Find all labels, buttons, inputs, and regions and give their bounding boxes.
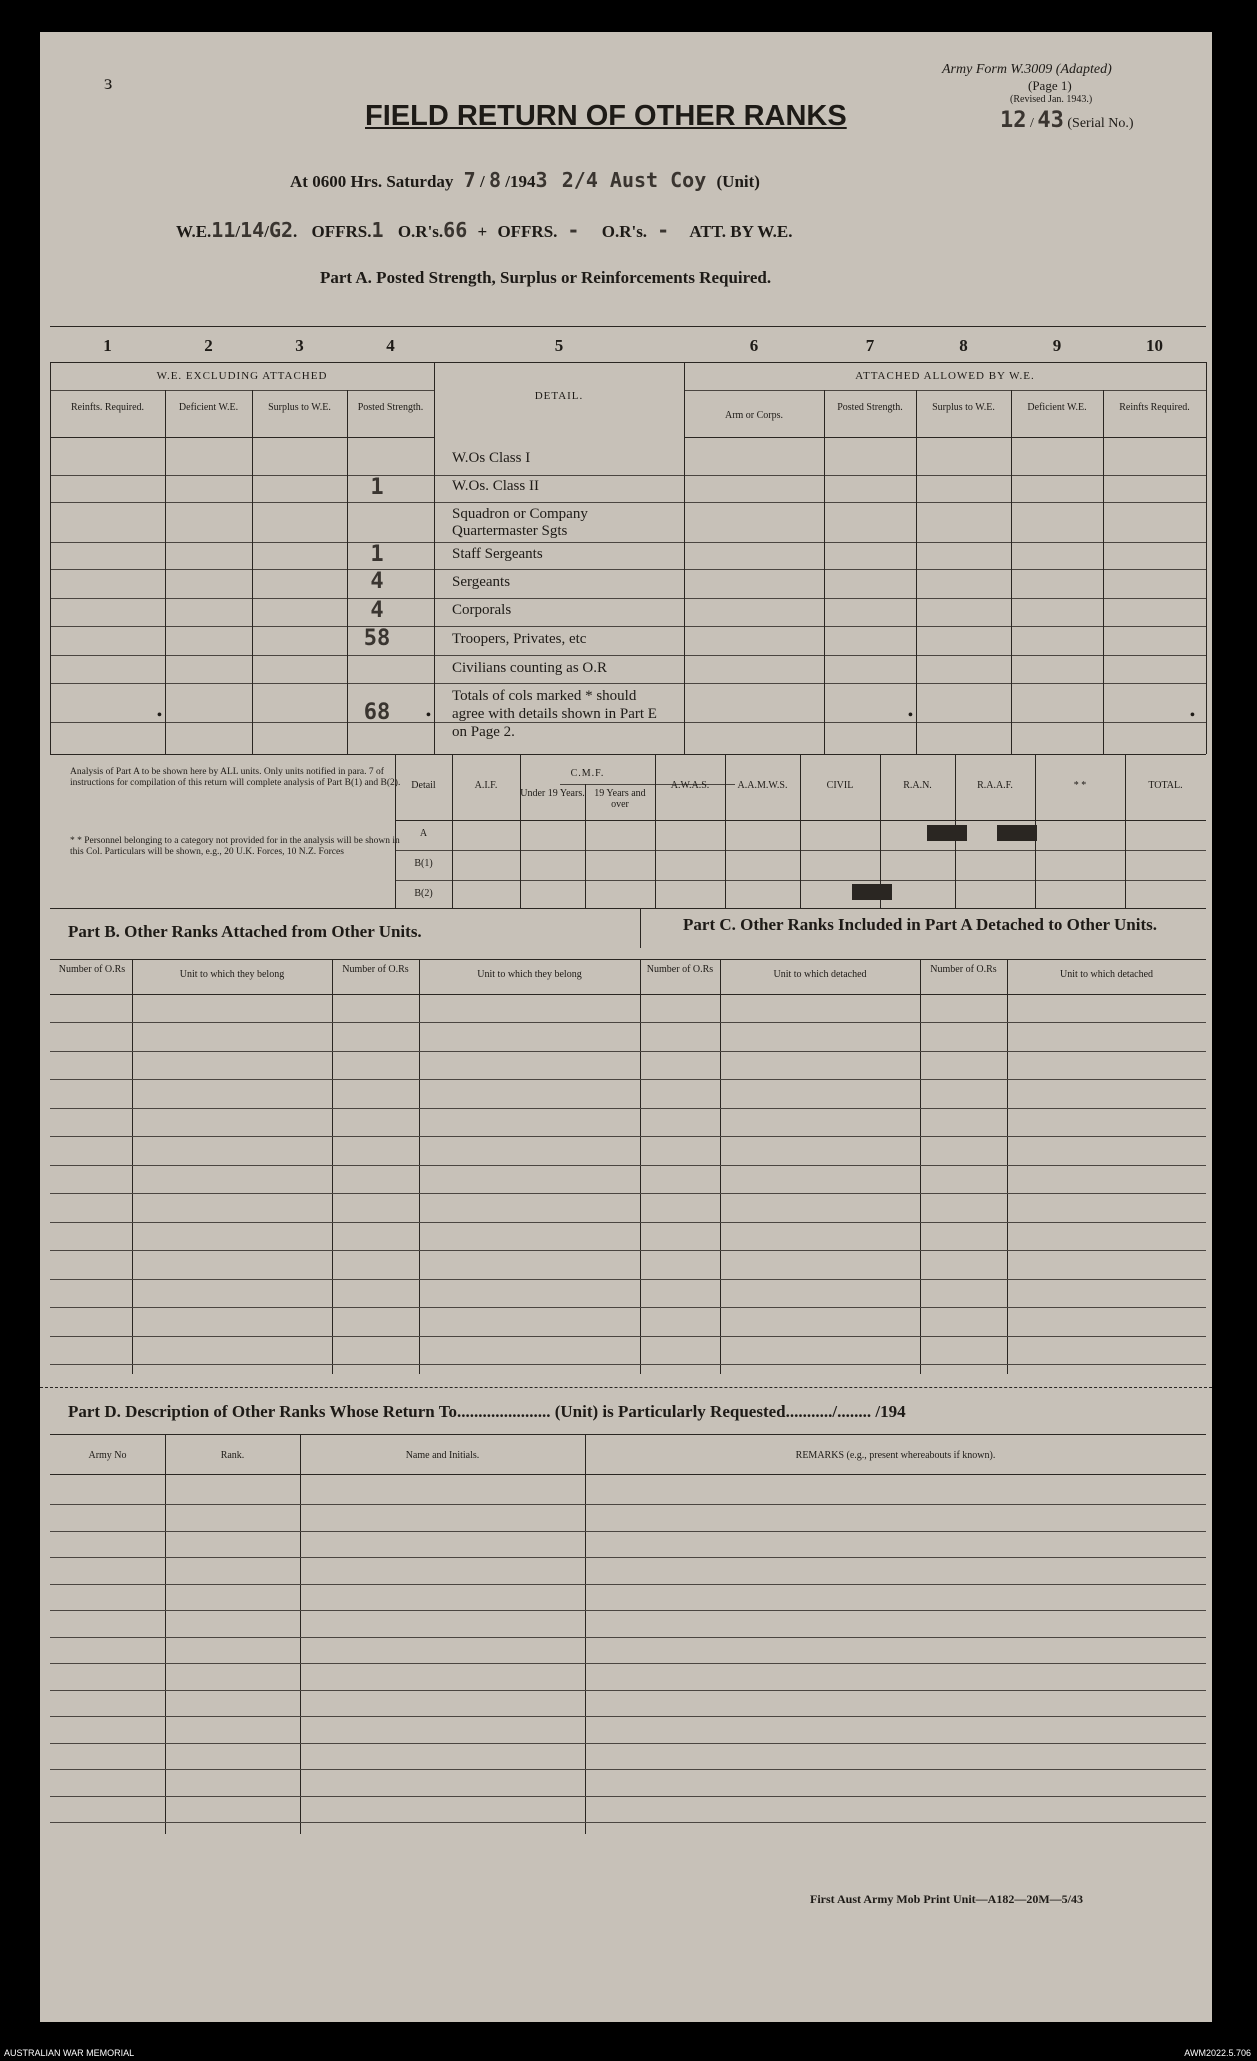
- footer-right: AWM2022.5.706: [1184, 2048, 1251, 2058]
- ruled-line: [50, 1796, 1206, 1797]
- hdr-att-posted-strength: Posted Strength.: [837, 402, 903, 413]
- hdr-att-reinfts: Reinfts Required.: [1119, 402, 1190, 413]
- col-number-9: 9: [1052, 336, 1062, 355]
- analysis-civil: CIVIL: [826, 780, 854, 791]
- month-value: 8: [488, 168, 501, 192]
- analysis-cmf: C.M.F.: [570, 768, 605, 779]
- page-number: (Page 1): [1028, 78, 1072, 93]
- printer-imprint: First Aust Army Mob Print Unit—A182—20M—5/43: [810, 1892, 1083, 1906]
- att-offrs-label: OFFRS.: [497, 222, 558, 241]
- ruled-line: [50, 1279, 1206, 1280]
- analysis-row-b2: B(2): [414, 888, 433, 899]
- b-num-ors-2: Number of O.Rs: [342, 964, 409, 975]
- page-corner-mark: ɜ: [104, 72, 113, 94]
- col-number-4: 4: [386, 336, 395, 355]
- detail-wos-class-2: W.Os. Class II: [452, 478, 539, 494]
- year-prefix: /194: [505, 172, 536, 191]
- col-number-7: 7: [865, 336, 875, 355]
- ruled-line: [50, 1336, 1206, 1337]
- part-d-title-b: (Unit) is Particularly Requested.: [554, 1402, 790, 1421]
- c-num-ors-1: Number of O.Rs: [646, 964, 714, 975]
- we-part-2: 14: [240, 218, 265, 242]
- unit-value: 2/4 Aust Coy: [561, 168, 707, 192]
- mark-col7: •: [908, 708, 913, 723]
- ruled-line: [50, 1051, 1206, 1052]
- d-army-no: Army No: [88, 1450, 127, 1461]
- ruled-line: [50, 1222, 1206, 1223]
- ruled-line: [50, 1108, 1206, 1109]
- ruled-line: [50, 1716, 1206, 1717]
- hdr-surplus-we: Surplus to W.E.: [268, 402, 331, 413]
- part-d-title-c: /194: [875, 1402, 906, 1421]
- detail-troopers: Troopers, Privates, etc: [452, 631, 587, 647]
- part-a-title: Part A. Posted Strength, Surplus or Reinforcements Required.: [320, 268, 772, 287]
- detail-wos-class-1: W.Os Class I: [452, 450, 531, 466]
- mark-col4: •: [426, 708, 431, 723]
- posted-sergeants: 4: [370, 569, 384, 594]
- col-number-10: 10: [1146, 336, 1163, 355]
- analysis-row-a: A: [419, 828, 428, 839]
- hdr-posted-strength: Posted Strength.: [357, 402, 424, 413]
- hdr-att-surplus: Surplus to W.E.: [932, 402, 995, 413]
- hdr-arm-corps: Arm or Corps.: [724, 410, 784, 421]
- ruled-line: [50, 1364, 1206, 1365]
- year-digit: 3: [535, 168, 548, 192]
- we-line: W.E.11/14/G2. OFFRS.1 O.R's.66 + OFFRS. - O.R's. - ATT. BY W.E.: [176, 218, 793, 242]
- att-offrs-value: -: [567, 218, 580, 242]
- ruled-line: [50, 1165, 1206, 1166]
- analysis-total: TOTAL.: [1148, 780, 1183, 791]
- we-excluding-attached: W.E. EXCLUDING ATTACHED: [156, 370, 328, 382]
- analysis-detail: Detail: [411, 780, 436, 791]
- att-ors-value: -: [657, 218, 670, 242]
- serial-line: [1000, 108, 1133, 133]
- hdr-att-deficient: Deficient W.E.: [1027, 402, 1087, 413]
- we-part-1: 11: [211, 218, 236, 242]
- footer-left: AUSTRALIAN WAR MEMORIAL: [4, 2048, 135, 2058]
- part-d-title-a: Part D. Description of Other Ranks Whose Return To: [68, 1402, 457, 1421]
- ruled-line: [50, 1610, 1206, 1611]
- analysis-aamws: A.A.M.W.S.: [737, 780, 788, 791]
- attached-allowed: ATTACHED ALLOWED BY W.E.: [855, 370, 1035, 382]
- part-d-title: Part D. Description of Other Ranks Whose Return To...................... (Unit) is Particularly Requested.........../........ /194: [68, 1402, 906, 1421]
- ruled-line: [50, 1769, 1206, 1770]
- serial-label: (Serial No.): [1067, 116, 1134, 131]
- d-rank: Rank.: [220, 1450, 245, 1461]
- detail-cqms: Squadron or Company Quartermaster Sgts: [452, 506, 588, 539]
- offrs-label: OFFRS.: [311, 222, 372, 241]
- analysis-note-2: * * Personnel belonging to a category not provided for in the analysis will be shown in this Col. Particulars will be shown, e.g., 20 U.K. Forces, 10 N.Z. Forces: [70, 836, 400, 857]
- analysis-raaf: R.A.A.F.: [977, 780, 1013, 791]
- detail-staff-sergeants: Staff Sergeants: [452, 546, 543, 562]
- ruled-line: [50, 1079, 1206, 1080]
- blocked-cell-ran: [927, 825, 967, 841]
- col-number-6: 6: [749, 336, 759, 355]
- form-title: FIELD RETURN OF OTHER RANKS: [365, 100, 847, 132]
- day-value: 7: [463, 168, 476, 192]
- part-b-title: Part B. Other Ranks Attached from Other Units.: [68, 922, 422, 941]
- b-unit-belong-1: Unit to which they belong: [179, 969, 285, 980]
- analysis-note: Analysis of Part A to be shown here by ALL units. Only units notified in para. 7 of instructions for compilation of this return will complete analysis of Part B(1) and B(2).: [70, 767, 401, 788]
- posted-wos-class-2: 1: [370, 475, 384, 500]
- detail-corporals: Corporals: [452, 602, 512, 618]
- mark-col10: •: [1190, 708, 1195, 723]
- serial-number: 12: [1000, 108, 1027, 133]
- ruled-line: [50, 1584, 1206, 1585]
- col-number-8: 8: [959, 336, 968, 355]
- date-line: At 0600 Hrs. Saturday 7 / 8 /1943 2/4 Aust Coy (Unit): [290, 168, 760, 192]
- ruled-line: [50, 1637, 1206, 1638]
- serial-year: 43: [1037, 108, 1064, 133]
- form-number: Army Form W.3009 (Adapted): [942, 62, 1112, 77]
- part-c-title: Part C. Other Ranks Included in Part A Detached to Other Units.: [683, 915, 1157, 934]
- d-name: Name and Initials.: [405, 1450, 480, 1461]
- ors-value: 66: [443, 218, 468, 242]
- ruled-line: [50, 1136, 1206, 1137]
- c-unit-detached-2: Unit to which detached: [1059, 969, 1154, 980]
- we-label: W.E.: [176, 222, 212, 241]
- ruled-line: [50, 1822, 1206, 1823]
- detail-sergeants: Sergeants: [452, 574, 511, 590]
- plus-sign: +: [477, 222, 488, 241]
- c-num-ors-2: Number of O.Rs: [930, 964, 997, 975]
- form-page: [40, 32, 1212, 2022]
- ruled-line: [50, 1250, 1206, 1251]
- b-unit-belong-2: Unit to which they belong: [477, 969, 582, 980]
- serial-sep: /: [1030, 116, 1034, 131]
- unit-label: (Unit): [716, 172, 760, 191]
- analysis-over19: 19 Years and over: [594, 788, 646, 810]
- analysis-row-b1: B(1): [414, 858, 433, 869]
- ruled-line: [50, 1743, 1206, 1744]
- ruled-line: [50, 1663, 1206, 1664]
- col-number-1: 1: [103, 336, 112, 355]
- ruled-line: [50, 1504, 1206, 1505]
- hdr-reinfts-required: Reinfts. Required.: [70, 402, 145, 413]
- analysis-other: * *: [1073, 780, 1087, 791]
- ruled-line: [50, 1557, 1206, 1558]
- detail-header: DETAIL.: [534, 390, 584, 402]
- offrs-value: 1: [371, 218, 384, 242]
- ruled-line: [50, 1531, 1206, 1532]
- ruled-line: [50, 1307, 1206, 1308]
- posted-total: 68: [363, 700, 391, 725]
- detail-totals: Totals of cols marked * should agree with details shown in Part E on Page 2.: [452, 688, 657, 740]
- analysis-under19: Under 19 Years.: [520, 788, 585, 799]
- ors-label: O.R's.: [397, 222, 444, 241]
- c-unit-detached-1: Unit to which detached: [773, 969, 867, 980]
- col-number-2: 2: [204, 336, 213, 355]
- analysis-ran: R.A.N.: [903, 780, 932, 791]
- att-label: ATT. BY W.E.: [689, 222, 793, 241]
- col-number-3: 3: [295, 336, 304, 355]
- b-num-ors-1: Number of O.Rs: [58, 964, 126, 975]
- blocked-cell-civil: [852, 884, 892, 900]
- d-remarks: REMARKS (e.g., present whereabouts if known).: [795, 1450, 996, 1461]
- ruled-line: [50, 1022, 1206, 1023]
- ruled-line: [50, 1690, 1206, 1691]
- at-label: At 0600 Hrs. Saturday: [290, 172, 454, 191]
- analysis-aif: A.I.F.: [474, 780, 498, 791]
- ruled-line: [50, 1193, 1206, 1194]
- col-number-5: 5: [554, 336, 564, 355]
- we-part-3: G2: [268, 218, 294, 242]
- revised-date: (Revised Jan. 1943.): [1010, 94, 1093, 105]
- detail-civilians: Civilians counting as O.R: [452, 660, 607, 676]
- mark-col1: •: [157, 708, 162, 723]
- att-ors-label: O.R's.: [601, 222, 648, 241]
- analysis-awas: A.W.A.S.: [670, 780, 710, 791]
- posted-troopers: 58: [363, 626, 391, 651]
- posted-staff-sergeants: 1: [370, 542, 384, 567]
- posted-corporals: 4: [370, 598, 384, 623]
- blocked-cell-raaf: [997, 825, 1037, 841]
- hdr-deficient-we: Deficient W.E.: [178, 402, 239, 413]
